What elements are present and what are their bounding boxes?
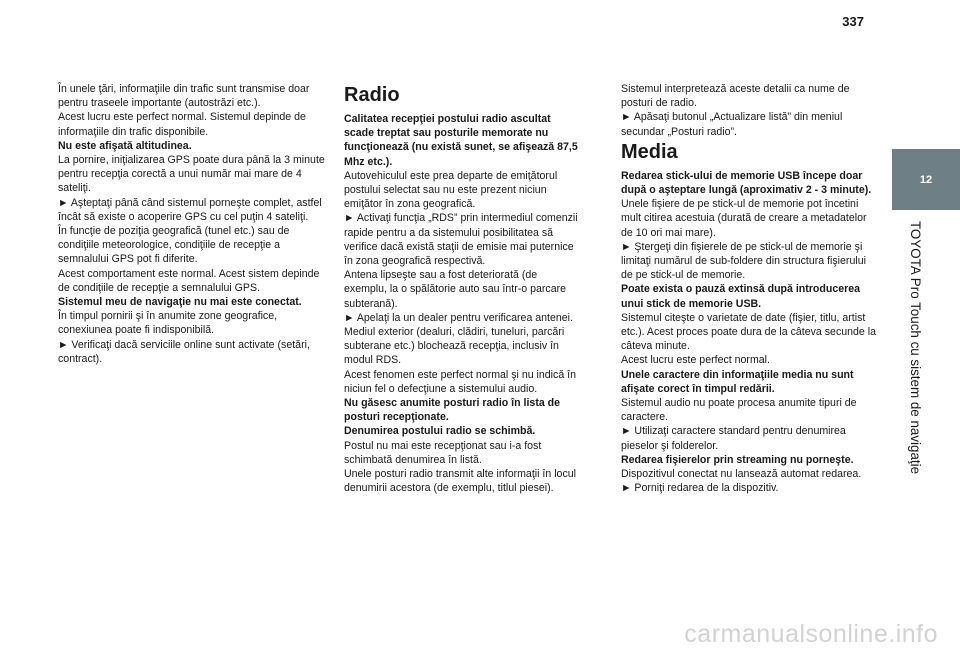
paragraph: În timpul pornirii şi în anumite zone geografice, conexiunea poate fi indisponibilă. [58, 310, 278, 337]
paragraph: Sistemul interpretează aceste detalii ca nume de posturi de radio. [621, 83, 850, 110]
paragraph: ► Ştergeţi din fişierele de pe stick-ul de memorie şi limitaţi numărul de sub-foldere din structura fişierului de pe stick-ul de memorie. [621, 240, 866, 282]
paragraph: Dispozitivul conectat nu lansează automat redarea. [621, 468, 862, 481]
column-left [58, 82, 328, 366]
paragraph: Sistemul audio nu poate procesa anumite tipuri de caractere. [621, 397, 857, 424]
paragraph: Mediul exterior (dealuri, clădiri, tuneluri, parcări subterane etc.) blochează recepţia, inclusiv în modul RDS. [344, 326, 565, 367]
question-heading: Nu este afişată altitudinea. [58, 139, 192, 152]
paragraph: Acest fenomen este perfect normal şi nu indică în niciun fel o defecţiune a sistemului audio. [344, 368, 577, 395]
paragraph: În funcţie de poziţia geografică (tunel etc.) sau de condiţiile meteorologice, condiţiile de recepţie a semnalului GPS pot fi diferite. [58, 225, 290, 266]
paragraph: Acest lucru este perfect normal. [621, 354, 770, 367]
column-right [621, 82, 879, 495]
question-heading: Redarea fişierelor prin streaming nu porneşte. [621, 453, 854, 466]
paragraph: ► Verificaţi dacă serviciile online sunt activate (setări, contract). [58, 338, 310, 365]
paragraph: La pornire, iniţializarea GPS poate dura până la 3 minute pentru recepţia corectă a unui număr mai mare de 4 sateliţi. [58, 154, 325, 195]
paragraph: ► Apelaţi la un dealer pentru verificarea antenei. [344, 311, 573, 324]
paragraph: Autovehiculul este prea departe de emiţătorul postului selectat sau nu este prezent niciun emiţător în zona geografică. [344, 169, 558, 211]
paragraph: Unele fişiere de pe stick-ul de memorie pot încetini mult citirea acestuia (durată de creare a metadatelor de 10 ori mai mare). [621, 198, 867, 239]
question-heading: Nu găsesc anumite posturi radio în lista de posturi recepţionate. [344, 397, 561, 424]
paragraph: ► Utilizaţi caractere standard pentru denumirea pieselor şi folderelor. [621, 425, 846, 452]
question-heading: Poate exista o pauză extinsă după introducerea unui stick de memorie USB. [621, 283, 861, 310]
paragraph: În unele ţări, informaţiile din trafic sunt transmise doar pentru traseele importante (autostrăzi etc.). [58, 83, 310, 110]
paragraph: ► Aşteptaţi până când sistemul porneşte complet, astfel încât să existe o acoperire GPS cu cel puţin 4 sateliţi. [58, 196, 322, 223]
chapter-title: TOYOTA Pro Touch cu sistem de navigaţie [908, 221, 923, 475]
paragraph: ► Apăsaţi butonul „Actualizare listă” din meniul secundar „Posturi radio”. [621, 111, 843, 138]
section-heading: Media [621, 140, 678, 163]
watermark: carmanualsonline.info [684, 620, 938, 648]
paragraph: Sistemul citeşte o varietate de date (fişier, titlu, artist etc.). Acest proces poate dura de la câteva secunde la câteva minute. [621, 311, 876, 353]
paragraph: Unele posturi radio transmit alte informaţii în locul denumirii acestora (de exemplu, titlul piesei). [344, 468, 576, 495]
page-number: 337 [842, 14, 864, 29]
section-heading: Radio [344, 84, 400, 106]
paragraph: Postul nu mai este recepţionat sau i-a fost schimbată denumirea în listă. [344, 439, 542, 466]
paragraph: ► Porniţi redarea de la dispozitiv. [621, 482, 779, 495]
paragraph: Acest comportament este normal. Acest sistem depinde de condiţiile de recepţie a semnalului GPS. [58, 267, 320, 294]
paragraph: ► Activaţi funcţia „RDS” prin intermediul comenzii rapide pentru a da sistemului posibilitatea să verifice dacă există staţii de emisie mai puternice în zona geografică respectivă. [344, 212, 578, 268]
chapter-tab [892, 149, 960, 210]
question-heading: Sistemul meu de navigaţie nu mai este conectat. [58, 296, 302, 309]
paragraph: Acest lucru este perfect normal. Sistemul depinde de informaţiile din trafic disponibile. [58, 111, 306, 138]
paragraph: Antena lipseşte sau a fost deteriorată (de exemplu, la o spălătorie auto sau într-o parcare subterană). [344, 269, 567, 310]
question-heading: Calitatea recepţiei postului radio ascultat scade treptat sau posturile memorate nu funcţionează (nu există sunet, se afişează 87,5 Mhz etc.). [344, 113, 578, 168]
question-heading: Redarea stick-ului de memorie USB începe doar după o aşteptare lungă (aproximativ 2 - 3 minute). [621, 169, 872, 197]
question-heading: Denumirea postului radio se schimbă. [344, 425, 536, 438]
chapter-number: 12 [919, 173, 933, 186]
question-heading: Unele caractere din informaţiile media nu sunt afişate corect în timpul redării. [621, 368, 854, 395]
column-middle [344, 82, 582, 495]
